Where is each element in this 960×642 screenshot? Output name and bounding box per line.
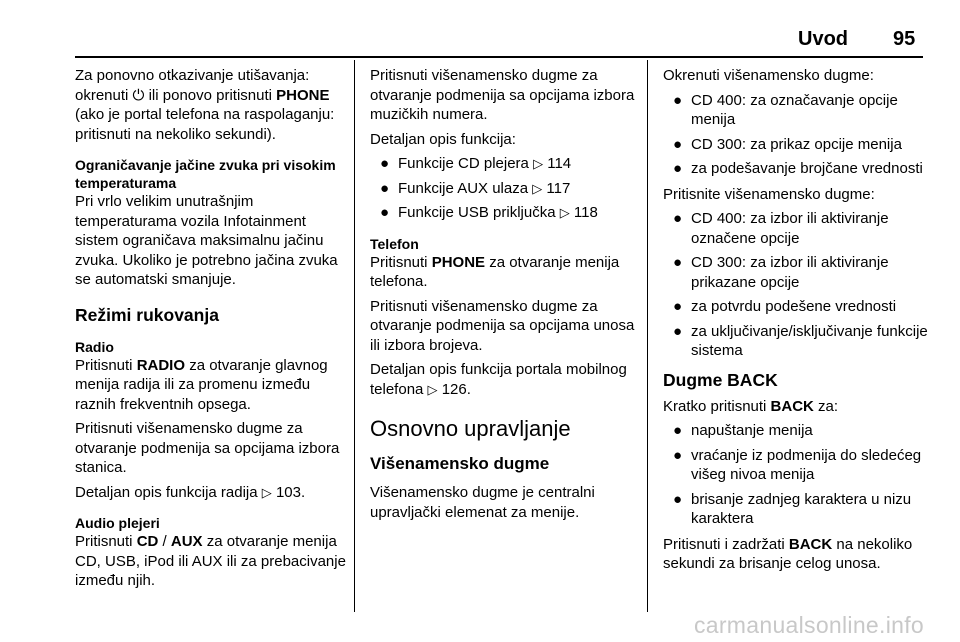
heading-radio: Radio [75,338,114,355]
page-ref-arrow-icon: ▷ [533,156,544,171]
back-list [663,421,933,529]
page-ref-arrow-icon: ▷ [261,484,272,500]
music-paragraph: Pritisnuti višenamensko dugme za otvaranje podmenija sa opcijama izbora muzičkih numera. [370,67,635,123]
bullet-icon: ● [673,210,683,227]
section-title: Uvod [798,28,848,50]
column-2 [370,66,636,527]
detail-paragraph: Detaljan opis funkcija: [370,130,516,148]
watermark: carmanualsonline.info [693,612,924,638]
list-item: ● brisanje zadnjeg karaktera u nizu karaktera [673,490,912,527]
radio-paragraph-2: Pritisnuti višenamensko dugme za otvaranje podmenija sa opcijama izbora stanica. [75,420,340,476]
power-icon: ⏻ [132,86,145,104]
bullet-icon: ● [673,135,683,153]
list-item: ● Funkcije CD plejera ▷ 114 [380,155,572,172]
bullet-icon: ● [380,204,390,221]
bullet-icon: ● [673,254,683,271]
page-number: 95 [893,28,916,50]
heading-modes: Režimi rukovanja [75,304,219,325]
bullet-icon: ● [673,446,683,464]
page-ref-arrow-icon: ▷ [532,180,543,196]
press-paragraph: Pritisnite višenamensko dugme: [663,185,875,203]
bullet-icon: ● [380,179,390,197]
function-list [370,154,636,223]
heading-audio: Audio plejeri [75,515,160,531]
bullet-icon: ● [673,490,683,508]
list-item: ● Funkcije AUX ulaza ▷ 117 [380,179,571,197]
press-list [663,209,933,361]
column-3 [663,66,933,579]
list-item: ● za podešavanje brojčane vrednosti [673,160,923,177]
bullet-icon: ● [673,91,683,109]
bullet-icon: ● [673,298,683,315]
column-divider-1 [354,60,355,612]
list-item: ● za potvrdu podešene vrednosti [673,298,897,315]
temperature-paragraph: Pri vrlo velikim unutrašnjim temperaturama vozila Infotainment sistem ograničava maksimalnu jačinu zvuka. Ukoliko je potrebno jačina zvuka se automatski smanjuje. [75,193,338,288]
multifunction-paragraph: Višenamensko dugme je centralni upravljački elemenat za menije. [370,484,595,521]
cd-key: CD [136,533,159,550]
list-item: ● CD 400: za označavanje opcije menija [673,91,898,128]
mute-paragraph: Za ponovno otkazivanje utišavanja: okrenuti ⏻ ili ponovo pritisnuti PHONE (ako je portal telefona na raspolaganju: pritisnuti na nekoliko sekundi). [75,67,335,143]
turn-paragraph: Okrenuti višenamensko dugme: [663,67,874,84]
bullet-icon: ● [673,422,683,439]
column-1 [75,66,347,596]
radio-paragraph-1: Pritisnuti RADIO za otvaranje glavnog menija radija ili za promenu između raznih frekventnih opsega. [75,356,328,413]
list-item: ● CD 400: za izbor ili aktiviranje označene opcije [673,210,889,247]
page-ref-arrow-icon: ▷ [427,381,438,397]
page-ref-arrow-icon: ▷ [559,205,570,220]
heading-phone: Telefon [370,235,419,252]
list-item: ● vraćanje iz podmenija do sledećeg višeg nivoa menija [673,446,922,483]
phone-paragraph-1: Pritisnuti PHONE za otvaranje menija telefona. [370,253,620,290]
list-item: ● napuštanje menija [673,422,813,439]
header-rule [75,56,923,58]
heading-multifunction-knob: Višenamensko dugme [370,454,550,473]
heading-basic-operation: Osnovno upravljanje [370,416,571,441]
audio-paragraph: Pritisnuti CD / AUX za otvaranje menija CD, USB, iPod ili AUX ili za prebacivanje između njih. [75,533,346,589]
list-item: ● CD 300: za izbor ili aktiviranje prikazane opcije [673,254,889,291]
radio-key: RADIO [136,356,186,374]
phone-paragraph-2: Pritisnuti višenamensko dugme za otvaranje podmenija sa opcijama unosa ili izbora brojeva. [370,297,635,354]
list-item: ● CD 300: za prikaz opcije menija [673,135,902,153]
bullet-icon: ● [673,160,683,177]
heading-back-button: Dugme BACK [663,369,778,390]
back-key: BACK [788,535,833,553]
back-paragraph: Kratko pritisnuti BACK za: [663,397,839,415]
radio-paragraph-3: Detaljan opis funkcija radija ▷ 103. [75,483,306,501]
turn-list [663,91,933,179]
aux-key: AUX [170,533,203,550]
list-item: ● Funkcije USB priključka ▷ 118 [380,204,598,221]
page-header [0,26,960,58]
bullet-icon: ● [380,155,390,172]
phone-key: PHONE [276,86,330,104]
back-key: BACK [770,397,814,415]
phone-paragraph-3: Detaljan opis funkcija portala mobilnog telefona ▷ 126. [370,361,627,398]
column-divider-2 [647,60,648,612]
heading-temperature: Ograničavanje jačine zvuka pri visokim temperaturama [75,157,336,191]
phone-key: PHONE [431,253,486,271]
list-item: ● za uključivanje/isključivanje funkcije sistema [673,322,928,359]
back-hold-paragraph: Pritisnuti i zadržati BACK na nekoliko sekundi za brisanje celog unosa. [663,535,913,572]
bullet-icon: ● [673,322,683,340]
